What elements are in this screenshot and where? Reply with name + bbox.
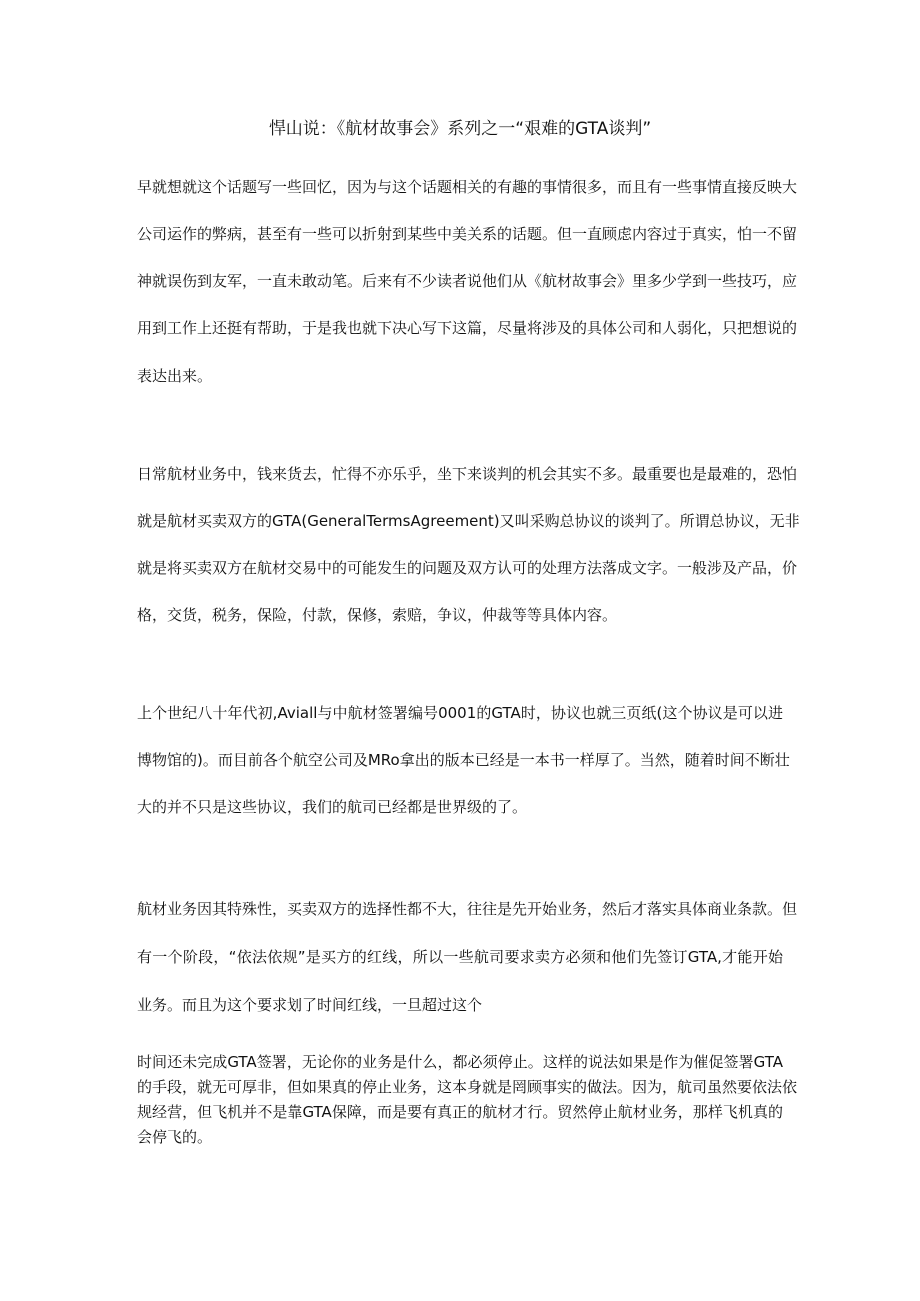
text-line: 早就想就这个话题写一些回忆，因为与这个话题相关的有趣的事情很多，而且有一些事情直接反映大 (137, 178, 798, 196)
text-line: 日常航材业务中，钱来货去，忙得不亦乐乎，坐下来谈判的机会其实不多。最重要也是最难的，恐怕 (137, 465, 798, 483)
text-line: 神就误伤到友军，一直未敢动笔。后来有不少读者说他们从《航材故事会》里多少学到一些技巧，应 (137, 272, 798, 290)
text-line: 有一个阶段，“依法依规”是买方的红线，所以一些航司要求卖方必须和他们先签订GTA,才能开始 (137, 948, 783, 966)
text-line: 业务。而且为这个要求划了时间红线，一旦超过这个 (137, 996, 483, 1014)
text-line: 规经营，但飞机并不是靠GTA保障，而是要有真正的航材才行。贸然停止航材业务，那样飞机真的 (137, 1103, 783, 1121)
text-line: 的手段，就无可厚非，但如果真的停止业务，这本身就是罔顾事实的做法。因为，航司虽然要依法依 (137, 1078, 798, 1096)
text-line: 用到工作上还挺有帮助，于是我也就下决心写下这篇，尽量将涉及的具体公司和人弱化，只把想说的 (137, 319, 798, 337)
text-line: 航材业务因其特殊性，买卖双方的选择性都不大，往往是先开始业务，然后才落实具体商业条款。但 (137, 900, 798, 918)
text-line: 会停飞的。 (137, 1128, 213, 1146)
text-line: 表达出来。 (137, 367, 213, 385)
document-title: 悍山说：《航材故事会》系列之一“艰难的GTA谈判” (268, 119, 652, 139)
text-line: 博物馆的)。而目前各个航空公司及MRo拿出的版本已经是一本书一样厚了。当然，随着时间不断壮 (137, 751, 790, 769)
text-line: 大的并不只是这些协议，我们的航司已经都是世界级的了。 (137, 798, 528, 816)
text-line: 就是将买卖双方在航材交易中的可能发生的问题及双方认可的处理方法落成文字。一般涉及产品，价 (137, 559, 798, 577)
text-line: 公司运作的弊病，甚至有一些可以折射到某些中美关系的话题。但一直顾虑内容过于真实，怕一不留 (137, 225, 798, 243)
text-line: 就是航材买卖双方的GTA(GeneralTermsAgreement)又叫采购总协议的谈判了。所谓总协议，无非 (137, 512, 800, 530)
text-line: 上个世纪八十年代初,Aviall与中航材签署编号0001的GTA时，协议也就三页纸(这个协议是可以进 (137, 704, 783, 722)
text-line: 格，交货，税务，保险，付款，保修，索赔，争议，仲裁等等具体内容。 (137, 606, 618, 624)
text-line: 时间还未完成GTA签署，无论你的业务是什么，都必须停止。这样的说法如果是作为催促签署GTA (137, 1053, 783, 1071)
